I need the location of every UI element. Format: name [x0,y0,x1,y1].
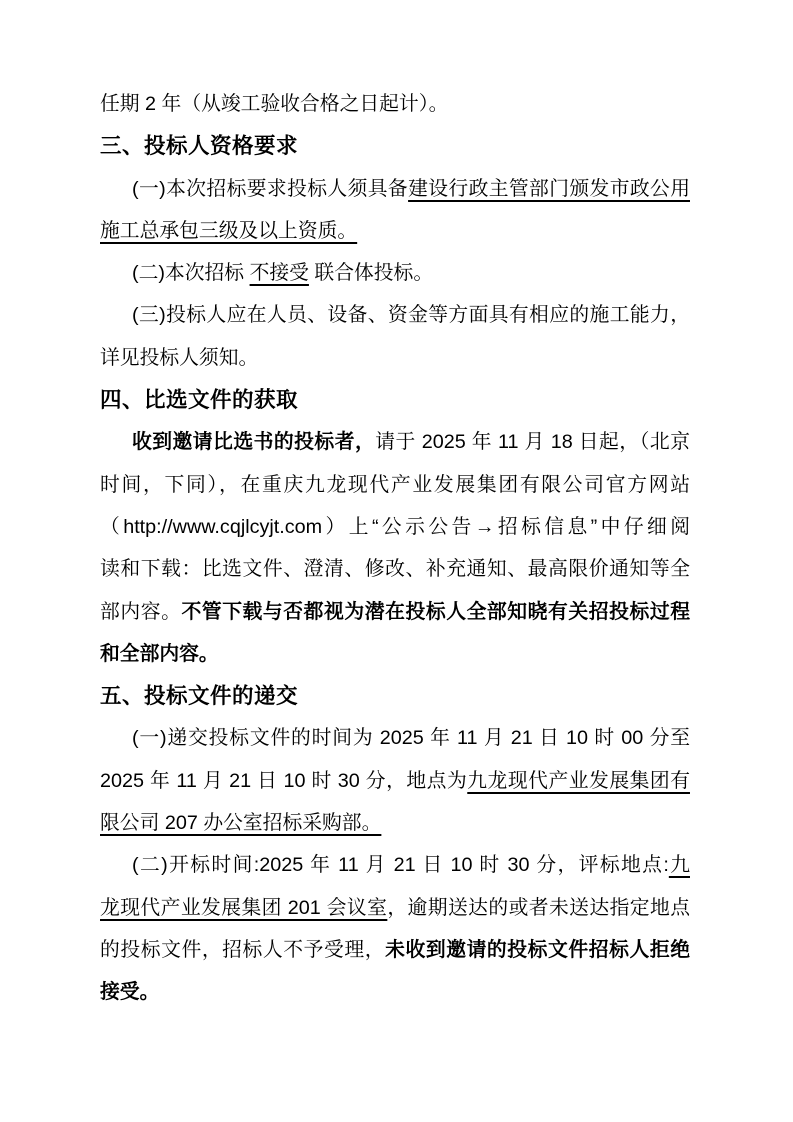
text-line [100,464,690,506]
text-line [100,717,690,759]
text-line [100,421,690,463]
text-line [100,506,690,548]
underlined-text-segment: 不接受 [249,262,309,285]
text-segment: (二)本次招标 [132,262,250,285]
text-line [100,337,690,379]
text-segment: 读和下载：比选文件、澄清、修改、补充通知、最高限价通知等全 [100,558,690,581]
bold-text-segment: 三、投标人资格要求 [100,134,299,159]
text-line [100,252,690,294]
underlined-text-segment: 施工总承包三级及以上资质。 [100,219,358,242]
bold-text-segment: 和全部内容。 [100,642,219,665]
section-heading [100,675,690,717]
document-body [100,83,690,1014]
text-line [100,591,690,633]
section-heading [100,379,690,421]
text-segment: 部内容。 [100,600,182,623]
text-segment: ，逾期送达的或者未送达指定地点 [387,896,690,919]
text-segment: (一)本次招标要求投标人须具备 [132,177,409,200]
bold-text-segment: 四、比选文件的获取 [100,388,299,413]
text-line [100,971,690,1013]
underlined-text-segment: 建设行政主管部门颁发市政公用 [408,177,690,200]
underlined-text-segment: 限公司 207 办公室招标采购部。 [100,812,382,835]
text-segment: (二)开标时间:2025 年 11 月 21 日 10 时 30 分，评标地点: [132,854,669,877]
text-segment: 联合体投标。 [308,262,434,285]
bold-text-segment: 收到邀请比选书的投标者， [132,431,376,454]
bold-text-segment: 不管下载与否都视为潜在投标人全部知晓有关招投标过程 [181,600,690,623]
text-line [100,83,690,125]
bold-text-segment: 五、投标文件的递交 [100,684,299,709]
text-line [100,887,690,929]
text-segment: 任期 2 年（从竣工验收合格之日起计）。 [100,93,449,115]
text-segment: 时间，下同），在重庆九龙现代产业发展集团有限公司官方网站 [100,473,690,496]
text-line [100,844,690,886]
underlined-text-segment: 九 [668,854,690,877]
text-line [100,633,690,675]
underlined-text-segment: 龙现代产业发展集团 201 会议室 [100,896,388,919]
text-line [100,548,690,590]
text-line [100,760,690,802]
text-line [100,168,690,210]
section-heading [100,125,690,167]
text-line [100,210,690,252]
text-segment: 的投标文件，招标人不予受理， [100,938,386,961]
bold-text-segment: 接受。 [100,981,160,1004]
text-line [100,294,690,336]
text-line [100,929,690,971]
bold-text-segment: 未收到邀请的投标文件招标人拒绝 [385,938,690,961]
text-segment: 请于 2025 年 11 月 18 日起，（北京 [375,431,690,454]
text-segment: （http://www.cqjlcyjt.com）上“公示公告→招标信息”中仔细阅 [100,515,690,538]
text-segment: 2025 年 11 月 21 日 10 时 30 分，地点为 [100,769,468,792]
text-segment: (三)投标人应在人员、设备、资金等方面具有相应的施工能力， [132,304,690,327]
underlined-text-segment: 九龙现代产业发展集团有 [467,769,690,792]
text-segment: (一)递交投标文件的时间为 2025 年 11 月 21 日 10 时 00 分至 [132,727,690,750]
text-line [100,802,690,844]
text-segment: 详见投标人须知。 [100,346,259,369]
